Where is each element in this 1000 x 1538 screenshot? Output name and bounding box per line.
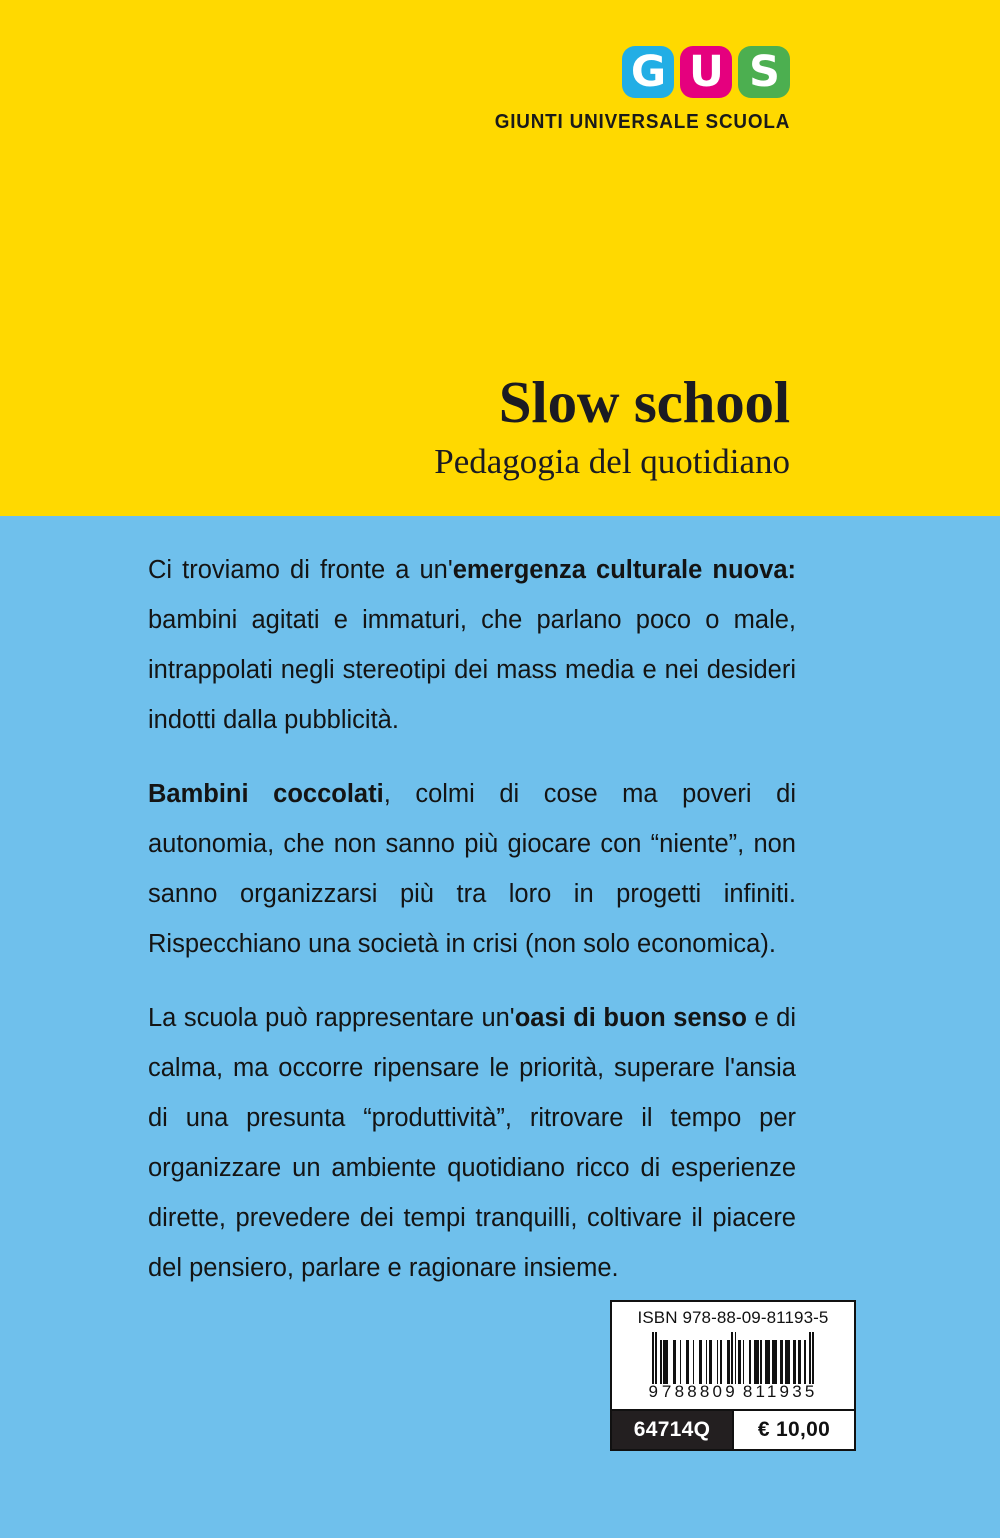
publisher-tagline: GIUNTI UNIVERSALE SCUOLA (494, 110, 790, 133)
barcode-upper (612, 1302, 854, 1409)
blurb-text (148, 545, 796, 1293)
p3-lead: La scuola può rappresentare un' (148, 1004, 515, 1032)
title-block (150, 369, 790, 483)
barcode-bars (612, 1332, 854, 1384)
barcode-digits-left: 788809 (661, 1382, 738, 1401)
p3-rest: e di calma, ma occorre ripensare le priorità, superare l'ansia di una presunta “produttività”, ritrovare il tempo per organizzare un ambiente quotidiano ricco di esperienze dirette, prevedere dei tempi tranquilli, coltivare il piacere del pensiero, parlare e ragionare insieme. (148, 1004, 796, 1282)
book-title: Slow school (498, 369, 790, 435)
p3-bold: oasi di buon senso (514, 1004, 747, 1032)
p2-rest: , colmi di cose ma poveri di autonomia, che non sanno più giocare con “niente”, non sanno organizzarsi più tra loro in progetti infiniti. Rispecchiano una società in crisi (non solo economica). (148, 780, 796, 958)
barcode-digits (612, 1382, 854, 1405)
blurb-paragraph-2 (148, 769, 796, 969)
p2-bold: Bambini coccolati (148, 780, 384, 808)
barcode-digit-lead: 9 (648, 1382, 658, 1401)
barcode-bar (812, 1332, 814, 1384)
logo-tile-g: G (622, 46, 674, 98)
blurb-paragraph-1 (148, 545, 796, 745)
p1-bold: emergenza culturale nuova: (452, 556, 796, 584)
p1-rest: bambini agitati e immaturi, che parlano poco o male, intrappolati negli stereotipi dei mass media e nei desideri indotti dalla pubblicità. (148, 606, 796, 734)
isbn-text: ISBN 978-88-09-81193-5 (637, 1308, 829, 1327)
barcode-digits-right: 811935 (742, 1382, 818, 1401)
logo-tile-s: S (738, 46, 790, 98)
blurb-paragraph-3 (148, 993, 796, 1293)
barcode-label (610, 1300, 856, 1451)
product-code: 64714Q (612, 1411, 732, 1449)
p1-lead: Ci troviamo di fronte a un' (148, 556, 453, 584)
book-subtitle: Pedagogia del quotidiano (434, 442, 790, 482)
price-label: € 10,00 (732, 1411, 854, 1449)
logo-tile-u: U (680, 46, 732, 98)
gus-logo-tiles (622, 46, 790, 98)
barcode-lower (612, 1409, 854, 1449)
